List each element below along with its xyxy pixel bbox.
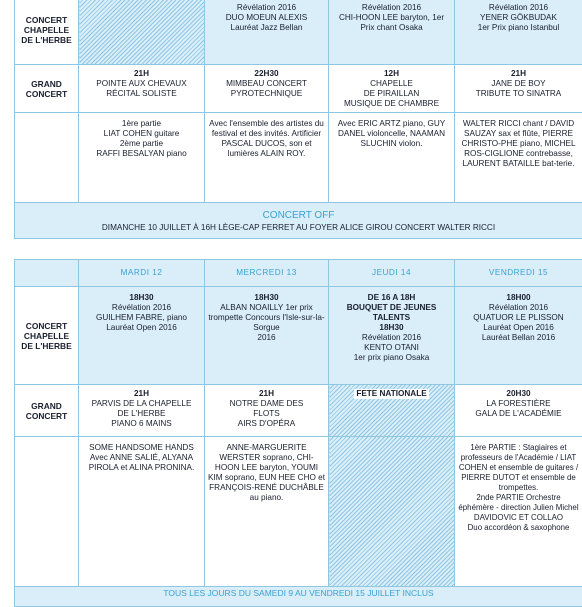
schedule-table-week2 xyxy=(14,259,582,607)
row-label-empty xyxy=(15,437,79,587)
grand-cell-3: 12H CHAPELLE DE PIRAILLAN MUSIQUE DE CHAMBRE xyxy=(329,65,455,113)
chapelle-cell-vendredi: 18H00 Révélation 2016 QUATUOR LE PLISSON Lauréat Open 2016 Lauréat Bellan 2016 xyxy=(455,287,582,385)
details-cell-mercredi: ANNE-MARGUERITE WERSTER soprano, CHI-HOON LEE baryton, YOUMI KIM soprano, EUN HEE CHO et FRANÇOIS-RENÉ DUCHÂBLE au piano. xyxy=(205,437,329,587)
day-header-jeudi: JEUDI 14 xyxy=(329,260,455,287)
chapelle-cell-2: Révélation 2016 DUO MOEUN ALEXIS Lauréat Jazz Bellan xyxy=(205,0,329,65)
details-cell-vendredi: 1ère PARTIE : Stagiaires et professeurs de l'Académie / LIAT COHEN et ensemble de guitares / PIERRE DUTOT et ensemble de trompettes. 2nde PARTIE Orchestre éphémère - direction Julien Michel DAVIDOVIC ET COLLAO Duo accordéon & saxophone xyxy=(455,437,582,587)
schedule-table-week1 xyxy=(14,0,582,239)
grand-cell-1: 21H POINTE AUX CHEVAUX RÉCITAL SOLISTE xyxy=(79,65,205,113)
chapelle-cell-jeudi: DE 16 A 18H BOUQUET DE JEUNES TALENTS 18H30 Révélation 2016 KENTO OTANI 1er prix piano Osaka xyxy=(329,287,455,385)
grand-cell-2: 22H30 MIMBEAU CONCERT PYROTECHNIQUE xyxy=(205,65,329,113)
row-label-empty xyxy=(15,113,79,203)
chapelle-cell-1 xyxy=(79,0,205,65)
row-label-grand-concert: GRAND CONCERT xyxy=(15,385,79,437)
details-cell-2: Avec l'ensemble des artistes du festival et des invités. Artificier PASCAL DUCOS, son et lumières ALAIN ROY. xyxy=(205,113,329,203)
concert-off-title: CONCERT OFF xyxy=(18,209,579,222)
row-label-grand-concert: GRAND CONCERT xyxy=(15,65,79,113)
day-header-mardi: MARDI 12 xyxy=(79,260,205,287)
chapelle-cell-mardi: 18H30 Révélation 2016 GUILHEM FABRE, piano Lauréat Open 2016 xyxy=(79,287,205,385)
daily-footer-banner xyxy=(15,587,582,607)
row-label-chapelle: CONCERT CHAPELLE DE L'HERBE xyxy=(15,287,79,385)
details-cell-4: WALTER RICCI chant / DAVID SAUZAY sax et flûte, PIERRE CHRISTO-PHE piano, MICHEL ROS-CIGLIONE contrebasse, LAURENT BATAILLE bat-terie. xyxy=(455,113,582,203)
day-header-mercredi: MERCREDI 13 xyxy=(205,260,329,287)
chapelle-cell-3: Révélation 2016 CHI-HOON LEE baryton, 1er Prix chant Osaka xyxy=(329,0,455,65)
corner-cell xyxy=(15,260,79,287)
details-cell-jeudi xyxy=(329,437,455,587)
concert-off-banner xyxy=(15,203,582,239)
concert-off-text: DIMANCHE 10 JUILLET À 16H LÈGE-CAP FERRET AU FOYER ALICE GIROU CONCERT WALTER RICCI xyxy=(18,222,579,233)
grand-cell-4: 21H JANE DE BOY TRIBUTE TO SINATRA xyxy=(455,65,582,113)
details-cell-3: Avec ERIC ARTZ piano, GUY DANEL violoncelle, NAAMAN SLUCHIN violon. xyxy=(329,113,455,203)
day-header-vendredi: VENDREDI 15 xyxy=(455,260,582,287)
row-label-chapelle: CONCERT CHAPELLE DE L'HERBE xyxy=(15,0,79,65)
grand-cell-vendredi: 20H30 LA FORESTIÈRE GALA DE L'ACADÉMIE xyxy=(455,385,582,437)
daily-footer-text: TOUS LES JOURS DU SAMEDI 9 AU VENDREDI 15 JUILLET INCLUS xyxy=(163,588,433,598)
chapelle-cell-4: Révélation 2016 YENER GÖKBUDAK 1er Prix piano Istanbul xyxy=(455,0,582,65)
grand-cell-mercredi: 21H NOTRE DAME DES FLOTS AIRS D'OPÉRA xyxy=(205,385,329,437)
details-cell-mardi: SOME HANDSOME HANDS Avec ANNE SALIÉ, ALYANA PIROLA et ALINA PRONINA. xyxy=(79,437,205,587)
grand-cell-mardi: 21H PARVIS DE LA CHAPELLE DE L'HERBE PIANO 6 MAINS xyxy=(79,385,205,437)
chapelle-cell-mercredi: 18H30 ALBAN NOAILLY 1er prix trompette Concours l'Isle-sur-la-Sorgue 2016 xyxy=(205,287,329,385)
grand-cell-jeudi xyxy=(329,385,455,437)
fete-nationale-label: FETE NATIONALE xyxy=(354,389,428,399)
details-cell-1: 1ère partie LIAT COHEN guitare 2ème partie RAFFI BESALYAN piano xyxy=(79,113,205,203)
